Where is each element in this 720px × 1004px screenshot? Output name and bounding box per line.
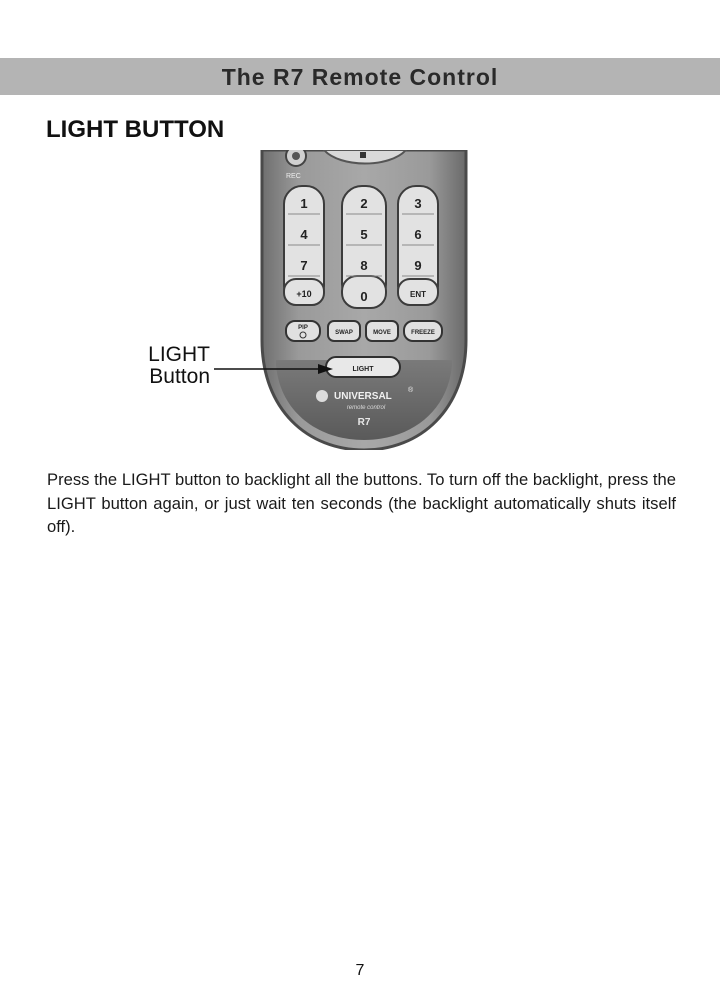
key-8: 8 bbox=[360, 258, 368, 273]
key-0: 0 bbox=[360, 289, 368, 304]
key-freeze: FREEZE bbox=[411, 330, 435, 336]
body-paragraph: Press the LIGHT button to backlight all the buttons. To turn off the backlight, press the LIGHT button again, or just wait ten seconds (the backlight automatically shuts itself off). bbox=[47, 470, 676, 536]
model-name: R7 bbox=[357, 417, 371, 428]
key-3: 3 bbox=[414, 196, 422, 211]
callout-line-1: LIGHT bbox=[148, 343, 210, 366]
page-title: The R7 Remote Control bbox=[221, 64, 499, 90]
callout-line-2: Button bbox=[149, 365, 210, 388]
brand-subtitle: remote control bbox=[346, 405, 386, 411]
key-4: 4 bbox=[300, 227, 308, 242]
light-button-callout bbox=[128, 344, 210, 388]
key-9: 9 bbox=[414, 258, 422, 273]
brand-logo-icon bbox=[316, 390, 328, 402]
page-number: 7 bbox=[355, 962, 365, 979]
key-move: MOVE bbox=[373, 330, 391, 336]
key-plus10: +10 bbox=[296, 289, 312, 299]
light-button-label: LIGHT bbox=[352, 366, 374, 373]
key-5: 5 bbox=[360, 227, 368, 242]
key-1: 1 bbox=[300, 196, 308, 211]
key-6: 6 bbox=[414, 227, 422, 242]
key-ent: ENT bbox=[410, 290, 426, 299]
key-7: 7 bbox=[300, 258, 308, 273]
key-2: 2 bbox=[360, 196, 368, 211]
brand-name: UNIVERSAL bbox=[334, 391, 392, 402]
svg-text:®: ® bbox=[408, 387, 414, 394]
remote-illustration bbox=[250, 150, 482, 450]
remote-svg bbox=[250, 150, 482, 450]
section-heading: LIGHT BUTTON bbox=[46, 116, 225, 143]
key-pip: PIP bbox=[298, 325, 308, 331]
key-swap: SWAP bbox=[335, 330, 353, 336]
rec-label: REC bbox=[286, 173, 301, 180]
header-bar bbox=[0, 58, 720, 95]
